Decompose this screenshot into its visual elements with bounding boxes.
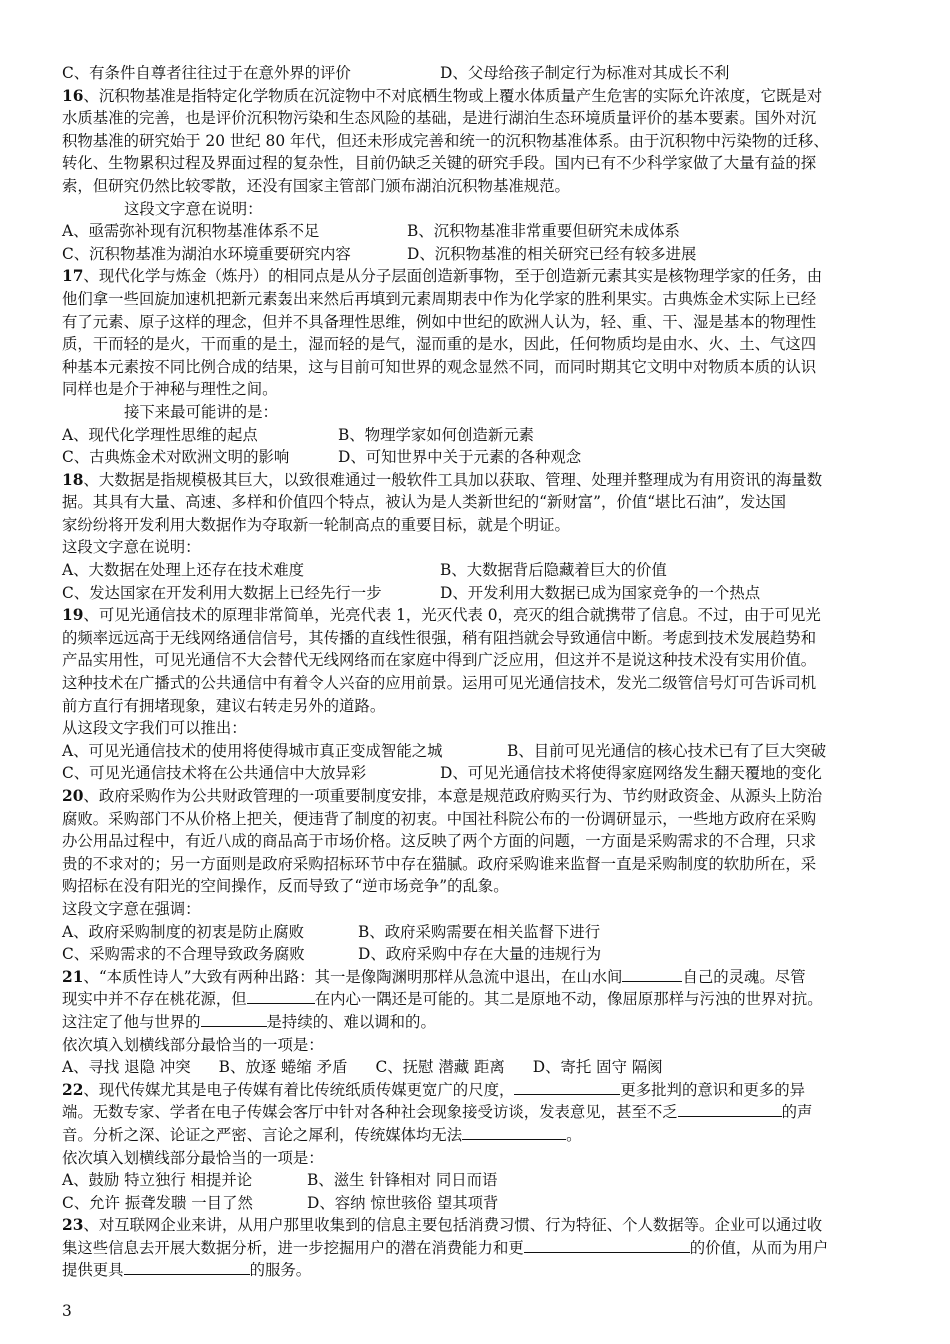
- q19-options-ab: [62, 740, 892, 763]
- q15-option-c: C、有条件自尊者往往过于在意外界的评价: [62, 64, 351, 82]
- q20-option-b: B、政府采购需要在相关监督下进行: [358, 922, 601, 941]
- q22-blank-2: [678, 1102, 782, 1117]
- q22-option-b: B、滋生 针锋相对 同日而语: [307, 1171, 498, 1190]
- q22-text-3a: 音。分析之深、论证之严密、言论之犀利，传统媒体均无法: [62, 1125, 463, 1144]
- q16-options-ab: [62, 220, 892, 243]
- q16-line-5: 索，但研究仍然比较零散，还没有国家主管部门颁布湖泊沉积物基准规范。: [62, 176, 570, 195]
- q22-line-3: [62, 1124, 892, 1147]
- q21-text-1a: 、“本质性诗人”大致有两种出路：其一是像陶渊明那样从急流中退出，在山水间: [83, 967, 623, 986]
- q19-line-3: 产品实用性，可见光通信不大会替代无线网络而在家庭中得到广泛应用，但这并不是说这种技术没有实用价值。: [62, 651, 817, 670]
- q22-text-1b: 更多批判的意识和更多的异: [620, 1080, 806, 1099]
- q19-options-cd: [62, 762, 892, 785]
- q17-options-ab: [62, 424, 892, 447]
- q16-option-b: B、沉积物基准非常重要但研究未成体系: [407, 222, 680, 241]
- q23-blank-2: [124, 1260, 250, 1275]
- q16-prompt: 这段文字意在说明：: [124, 199, 263, 218]
- q22-option-a: A、鼓励 特立独行 相提并论: [62, 1171, 253, 1190]
- q21-blank-2: [247, 989, 315, 1004]
- q21-line-1: [62, 966, 892, 989]
- q18-prompt: 这段文字意在说明：: [62, 538, 201, 557]
- q16-line-2: 水质基准的完善，也是评价沉积物污染和生态风险的基础，是进行湖泊生态环境质量评价的基本要素。国外对沉: [62, 109, 817, 128]
- q17-option-a: A、现代化学理性思维的起点: [62, 425, 258, 444]
- q18-options-cd: [62, 582, 892, 605]
- q21-options: [62, 1056, 892, 1079]
- q19-line-2: 的频率远远高于无线网络通信信号，其传播的直线性很强，稍有阻挡就会导致通信中断。考虑到技术发展趋势和: [62, 628, 817, 647]
- q19-number: 19: [62, 606, 84, 625]
- q17-line-4: 质，干而轻的是火，干而重的是土，湿而轻的是气，湿而重的是水，因此，任何物质均是由水、火、土、气这四: [62, 335, 817, 354]
- q23-number: 23: [62, 1216, 84, 1235]
- q18-options-ab: [62, 559, 892, 582]
- q23-text-2b: 的价值，从而为用户: [689, 1238, 829, 1257]
- q19-option-b: B、目前可见光通信的核心技术已有了巨大突破: [507, 741, 827, 760]
- q21-text-2a: 现实中并不存在桃花源，但: [62, 990, 247, 1009]
- q22-text-3b: 。: [566, 1125, 582, 1144]
- q19-option-d: D、可见光通信技术将使得家庭网络发生翻天覆地的变化: [440, 764, 822, 783]
- q21-number: 21: [62, 967, 84, 986]
- q21-blank-3: [201, 1012, 267, 1027]
- q22-option-c: C、允许 振聋发聩 一目了然: [62, 1193, 253, 1212]
- q17-line-3: 有了元素、原子这样的理念，但并不具备理性思维，例如中世纪的欧洲人认为，轻、重、干、湿是基本的物理性: [62, 312, 817, 331]
- q19-option-c: C、可见光通信技术将在公共通信中大放异彩: [62, 764, 367, 783]
- q18-option-c: C、发达国家在开发利用大数据上已经先行一步: [62, 583, 382, 602]
- q15-options-cd: [62, 62, 892, 85]
- q23-text-1: 、对互联网企业来讲，从用户那里收集到的信息主要包括消费习惯、行为特征、个人数据等。企业可以通过收: [83, 1216, 823, 1235]
- q21-option-c: C、抚慰 潜藏 距离: [375, 1058, 505, 1077]
- q18-text: 、大数据是指规模极其巨大，以致很难通过一般软件工具加以获取、管理、处理并整理成为有用资讯的海量数: [83, 470, 823, 489]
- q21-option-a: A、寻找 退隐 冲突: [62, 1058, 191, 1077]
- q17-text: 、现代化学与炼金（炼丹）的相同点是从分子层面创造新事物，至于创造新元素其实是核物理学家的任务，由: [83, 267, 823, 286]
- q22-line-1: [62, 1079, 892, 1102]
- q23-text-3b: 的服务。: [249, 1261, 312, 1280]
- q16-text: 、沉积物基准是指特定化学物质在沉淀物中不对底栖生物或上覆水体质量产生危害的实际允许浓度，它既是对: [83, 86, 823, 105]
- q20-line-5: 购招标在没有阳光的空间操作，反而导致了“逆市场竞争”的乱象。: [62, 877, 509, 896]
- q16-options-cd: [62, 243, 892, 266]
- q16-line-4: 转化、生物累积过程及界面过程的复杂性，目前仍缺乏关键的研究手段。国内已有不少科学家做了大量有益的探: [62, 154, 817, 173]
- q21-blank-1: [622, 967, 682, 982]
- q22-options-cd: [62, 1192, 892, 1215]
- q20-option-c: C、采购需求的不合理导致政务腐败: [62, 945, 305, 964]
- q21-line-3: [62, 1011, 892, 1034]
- q16-option-a: A、亟需弥补现有沉积物基准体系不足: [62, 222, 320, 241]
- q20-number: 20: [62, 787, 84, 805]
- q23-line-3: [62, 1259, 892, 1282]
- q17-line-5: 种基本元素按不同比例合成的结果，这与目前可知世界的观念显然不同，而同时期其它文明中对物质本质的认识: [62, 357, 817, 376]
- q22-text-2b: 的声: [781, 1103, 813, 1122]
- q18-option-a: A、大数据在处理上还存在技术难度: [62, 561, 304, 580]
- q19-line-4: 这种技术在广播式的公共通信中有着令人兴奋的应用前景。运用可见光通信技术，发光二级管信号灯可告诉司机: [62, 674, 817, 693]
- q21-option-b: B、放逐 蜷缩 矛盾: [218, 1058, 348, 1077]
- q18-line-1: [62, 469, 892, 492]
- q20-options-ab: [62, 921, 892, 944]
- q21-text-1b: 自己的灵魂。尽管: [682, 967, 806, 986]
- q23-blank-1: [524, 1238, 690, 1253]
- q17-line-6: 同样也是介于神秘与理性之间。: [62, 380, 278, 399]
- q22-text-1a: 、现代传媒尤其是电子传媒有着比传统纸质传媒更宽广的尺度，: [83, 1080, 515, 1099]
- q18-number: 18: [62, 470, 84, 489]
- q22-prompt: 依次填入划横线部分最恰当的一项是：: [62, 1148, 324, 1167]
- q17-options-cd: [62, 446, 892, 469]
- q20-line-1: [62, 785, 892, 808]
- q18-line-3: 家纷纷将开发利用大数据作为夺取新一轮制高点的重要目标，就是个明证。: [62, 515, 570, 534]
- q16-line-1: [62, 85, 892, 108]
- q17-prompt: 接下来最可能讲的是：: [124, 402, 278, 421]
- q16-option-c: C、沉积物基准为湖泊水环境重要研究内容: [62, 244, 351, 263]
- q21-line-2: [62, 988, 892, 1011]
- q21-text-2b: 在内心一隅还是可能的。其二是原地不动，像屈原那样与污浊的世界对抗。: [314, 990, 823, 1009]
- q17-option-c: C、古典炼金术对欧洲文明的影响: [62, 448, 290, 467]
- q22-option-d: D、容纳 惊世骇俗 望其项背: [307, 1193, 499, 1212]
- q22-options-ab: [62, 1169, 892, 1192]
- q16-line-3: 积物基准的研究始于 20 世纪 80 年代，但还未形成完善和统一的沉积物基准体系。由于沉积物中污染物的迁移、: [62, 131, 829, 150]
- q20-option-d: D、政府采购中存在大量的违规行为: [358, 945, 602, 964]
- q20-line-3: 办公用品过程中，有近八成的商品高于市场价格。这反映了两个方面的问题，一方面是采购需求的不合理，只求: [62, 832, 817, 851]
- document-page: [62, 62, 892, 1282]
- q20-prompt: 这段文字意在强调：: [62, 899, 201, 918]
- q21-prompt: 依次填入划横线部分最恰当的一项是：: [62, 1035, 324, 1054]
- q22-line-2: [62, 1101, 892, 1124]
- q23-text-2a: 集这些信息去开展大数据分析，进一步挖掘用户的潜在消费能力和更: [62, 1238, 524, 1257]
- q19-line-5: 前方直行有拥堵现象，建议右转走另外的道路。: [62, 696, 386, 715]
- q17-line-1: [62, 265, 892, 288]
- q19-option-a: A、可见光通信技术的使用将使得城市真正变成智能之城: [62, 741, 443, 760]
- q16-option-d: D、沉积物基准的相关研究已经有较多进展: [407, 244, 697, 263]
- q17-option-b: B、物理学家如何创造新元素: [338, 425, 534, 444]
- page-number: 3: [62, 1302, 72, 1320]
- q20-text: 、政府采购作为公共财政管理的一项重要制度安排，本意是规范政府购买行为、节约财政资金、从源头上防治: [83, 787, 823, 805]
- q23-line-1: [62, 1214, 892, 1237]
- q18-line-2: 据。其具有大量、高速、多样和价值四个特点，被认为是人类新世纪的“新财富”，价值“堪比石油”，发达国: [62, 493, 787, 512]
- q20-option-a: A、政府采购制度的初衷是防止腐败: [62, 922, 304, 941]
- q18-option-b: B、大数据背后隐藏着巨大的价值: [440, 561, 667, 580]
- q22-text-2a: 端。无数专家、学者在电子传媒会客厅中针对各种社会现象接受访谈，发表意见，甚至不乏: [62, 1103, 678, 1122]
- q19-line-1: [62, 604, 892, 627]
- q22-number: 22: [62, 1080, 84, 1099]
- q21-text-3b: 是持续的、难以调和的。: [266, 1012, 436, 1031]
- q15-option-d: D、父母给孩子制定行为标准对其成长不利: [440, 64, 730, 82]
- q19-prompt: 从这段文字我们可以推出：: [62, 719, 247, 738]
- q17-number: 17: [62, 267, 84, 286]
- q22-blank-1: [514, 1080, 620, 1095]
- q21-text-3a: 这注定了他与世界的: [62, 1012, 201, 1031]
- q20-line-2: 腐败。采购部门不从价格上把关，便违背了制度的初衷。中国社科院公布的一份调研显示，一些地方政府在采购: [62, 809, 817, 828]
- q22-blank-3: [462, 1125, 566, 1140]
- q23-line-2: [62, 1237, 892, 1260]
- q17-option-d: D、可知世界中关于元素的各种观念: [338, 448, 582, 467]
- q21-option-d: D、寄托 固守 隔阂: [532, 1058, 663, 1077]
- q23-text-3a: 提供更具: [62, 1261, 124, 1280]
- q16-number: 16: [62, 86, 84, 105]
- q18-option-d: D、开发利用大数据已成为国家竞争的一个热点: [440, 583, 761, 602]
- q17-line-2: 他们拿一些回旋加速机把新元素轰出来然后再填到元素周期表中作为化学家的胜利果实。古典炼金术实际上已经: [62, 289, 817, 308]
- q20-line-4: 贵的不求对的；另一方面则是政府采购招标环节中存在猫腻。政府采购谁来监督一直是采购制度的软肋所在，采: [62, 854, 817, 873]
- q20-options-cd: [62, 943, 892, 966]
- q19-text: 、可见光通信技术的原理非常简单，光亮代表 1，光灭代表 0，亮灭的组合就携带了信息。不过，由于可见光: [83, 606, 821, 625]
